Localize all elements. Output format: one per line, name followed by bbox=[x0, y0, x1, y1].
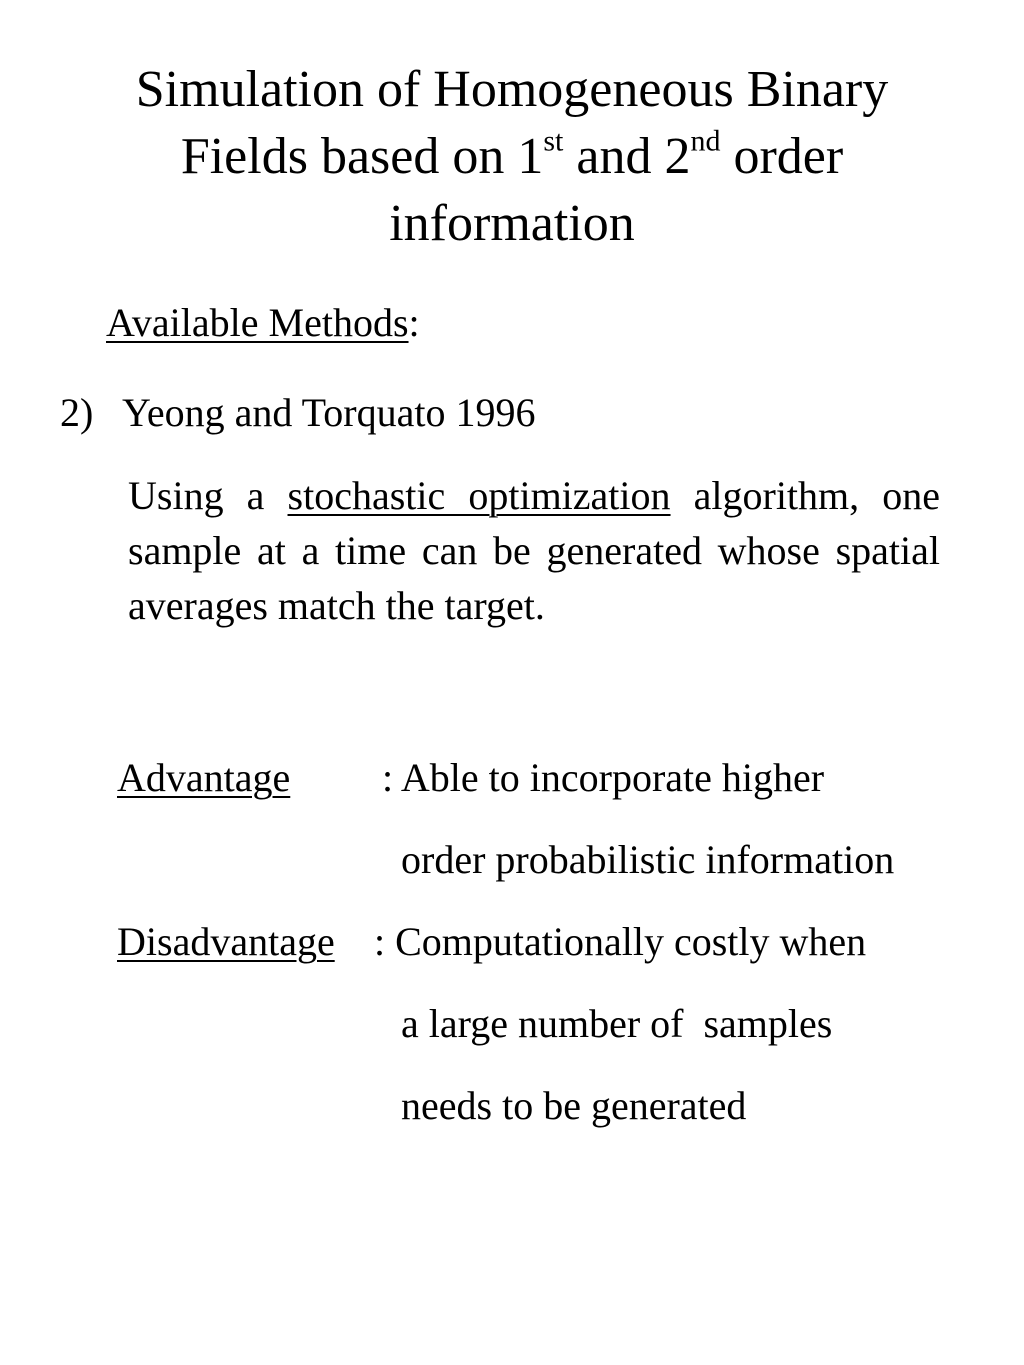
advantage-label: Advantage bbox=[117, 755, 291, 800]
disadvantage-text-line-2: a large number of samples bbox=[401, 1001, 833, 1046]
advantage-text-line-2: order probabilistic information bbox=[401, 837, 895, 882]
disadvantage-label: Disadvantage bbox=[117, 919, 335, 964]
available-methods-label: Available Methods bbox=[106, 300, 409, 345]
title-line-2-part-2: and 2 bbox=[563, 128, 691, 185]
advantage-text-line-1: : Able to incorporate higher bbox=[382, 755, 825, 800]
disadvantage-text-line-3: needs to be generated bbox=[401, 1083, 747, 1128]
method-description bbox=[128, 468, 940, 633]
method-item bbox=[60, 385, 536, 441]
available-methods-colon: : bbox=[408, 300, 420, 345]
available-methods-heading bbox=[106, 295, 420, 351]
disadvantage-text-line-1: : Computationally costly when bbox=[374, 919, 867, 964]
title-line-2-part-3: order bbox=[720, 128, 844, 185]
method-description-before: Using a bbox=[128, 473, 288, 518]
method-description-after: algorithm, one sample at a time can be generated whose spatial averages match the target. bbox=[128, 473, 940, 628]
method-title: Yeong and Torquato 1996 bbox=[122, 390, 536, 435]
title-line-3: information bbox=[389, 195, 635, 252]
disadvantage-label-row bbox=[117, 914, 335, 970]
slide-title bbox=[40, 56, 984, 257]
method-number: 2) bbox=[60, 390, 94, 435]
title-superscript-nd: nd bbox=[690, 124, 721, 158]
stochastic-optimization-term: stochastic optimization bbox=[287, 473, 671, 518]
advantage-label-row bbox=[117, 750, 290, 806]
title-line-2-part-1: Fields based on 1 bbox=[180, 128, 544, 185]
title-line-1: Simulation of Homogeneous Binary bbox=[135, 61, 889, 118]
title-superscript-st: st bbox=[543, 124, 564, 158]
